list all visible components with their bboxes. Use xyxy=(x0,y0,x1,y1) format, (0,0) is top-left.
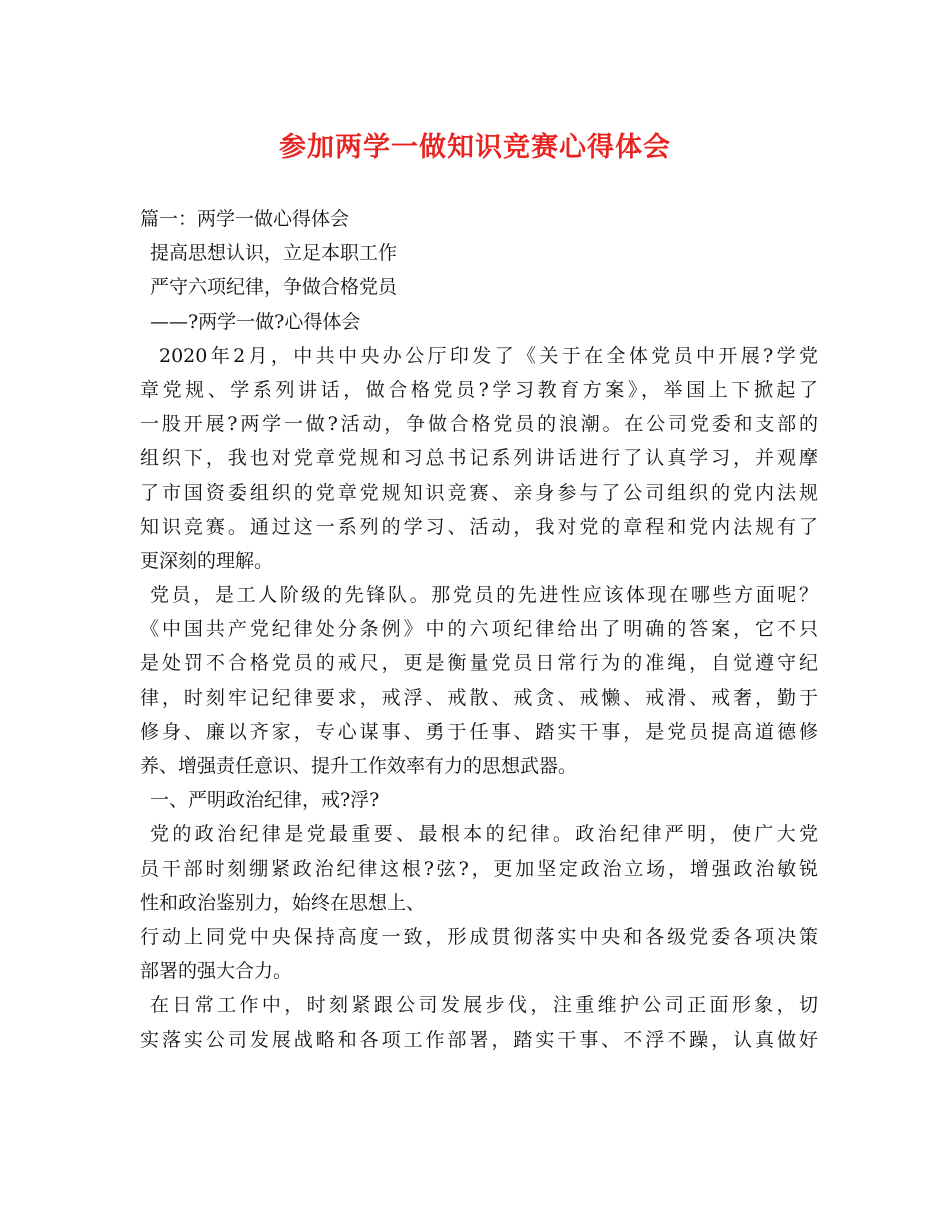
paragraph-line: 党员，是工人阶级的先锋队。那党员的先进性应该体现在哪些方面呢？ xyxy=(150,584,818,607)
paragraph-line: 员干部时刻绷紧政治纪律这根?弦?，更加坚定政治立场，增强政治敏锐 xyxy=(140,857,818,880)
subtitle-line: ——?两学一做?心得体会 xyxy=(150,310,361,333)
paragraph-line: 修身、廉以齐家，专心谋事、勇于任事、踏实干事，是党员提高道德修 xyxy=(140,720,818,743)
section-heading: 一、严明政治纪律，戒?浮? xyxy=(150,789,380,812)
paragraph-line: 组织下，我也对党章党规和习总书记系列讲话进行了认真学习，并观摩 xyxy=(140,447,818,470)
paragraph-line: 性和政治鉴别力，始终在思想上、 xyxy=(140,891,426,914)
paragraph-line: 养、增强责任意识、提升工作效率有力的思想武器。 xyxy=(140,755,578,777)
document-body xyxy=(140,202,818,1057)
paragraph-line: 在日常工作中，时刻紧跟公司发展步伐，注重维护公司正面形象，切 xyxy=(150,994,818,1017)
paragraph-line: 一股开展?两学一做?活动，争做合格党员的浪潮。在公司党委和支部的 xyxy=(140,413,818,436)
subtitle-line: 严守六项纪律，争做合格党员 xyxy=(150,276,398,299)
section-heading: 篇一：两学一做心得体会 xyxy=(140,208,350,230)
paragraph-line: 章党规、学系列讲话，做合格党员?学习教育方案》，举国上下掀起了 xyxy=(140,378,818,401)
document-title: 参加两学一做知识竞赛心得体会 xyxy=(279,132,671,163)
paragraph-line: 知识竞赛。通过这一系列的学习、活动，我对党的章程和党内法规有了 xyxy=(140,515,818,538)
paragraph-line: 律，时刻牢记纪律要求，戒浮、戒散、戒贪、戒懒、戒滑、戒奢，勤于 xyxy=(140,686,818,709)
paragraph-line: 行动上同党中央保持高度一致，形成贯彻落实中央和各级党委各项决策 xyxy=(140,925,818,948)
paragraph-line: 部署的强大合力。 xyxy=(140,960,293,983)
paragraph-line: 是处罚不合格党员的戒尺，更是衡量党员日常行为的准绳，自觉遵守纪 xyxy=(140,652,818,675)
subtitle-line: 提高思想认识，立足本职工作 xyxy=(150,242,398,265)
paragraph-line: 党的政治纪律是党最重要、最根本的纪律。政治纪律严明，使广大党 xyxy=(150,823,818,846)
paragraph-line: 2020年2月，中共中央办公厅印发了《关于在全体党员中开展?学党 xyxy=(159,344,818,367)
paragraph-line: 实落实公司发展战略和各项工作部署，踏实干事、不浮不躁，认真做好 xyxy=(140,1028,818,1051)
paragraph-line: 《中国共产党纪律处分条例》中的六项纪律给出了明确的答案，它不只 xyxy=(140,618,818,641)
paragraph-line: 了市国资委组织的党章党规知识竞赛、亲身参与了公司组织的党内法规 xyxy=(140,481,818,504)
paragraph-line: 更深刻的理解。 xyxy=(140,549,274,572)
